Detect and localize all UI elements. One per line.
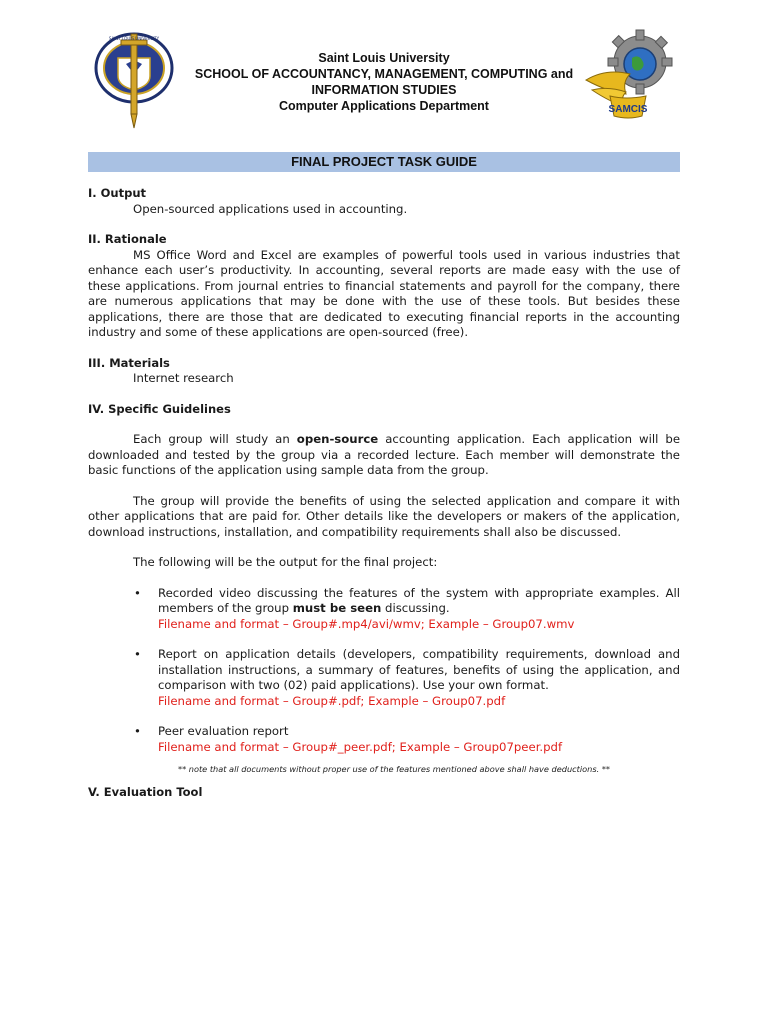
filename-format-note: Filename and format – Group#.mp4/avi/wmv; Example – Group07.wmv bbox=[158, 616, 575, 631]
department-name: Computer Applications Department bbox=[279, 99, 489, 113]
list-item: • Peer evaluation report Filename and format – Group#_peer.pdf; Example – Group07peer.pdf bbox=[134, 724, 563, 754]
bullet-icon: • bbox=[134, 585, 141, 600]
samcis-logo bbox=[580, 26, 678, 130]
open-source-emphasis: open-source bbox=[296, 432, 379, 446]
section-heading-evaluation: V. Evaluation Tool bbox=[88, 785, 203, 799]
list-item: • Recorded video discussing the features of the system with appropriate examples. All members of the group must be seen discussing. Filename and format – Group#.mp4/avi/wmv; Example – Group07.wmv bbox=[134, 585, 680, 631]
filename-format-note: Filename and format – Group#_peer.pdf; Example – Group07peer.pdf bbox=[158, 739, 563, 754]
guidelines-paragraph-1: Each group will study an open-source accounting application. Each application will be downloaded and tested by the group via a recorded lecture. Each member will demonstrate the basic functions of the application using sample data from the group. bbox=[88, 432, 681, 477]
svg-text:SAMCIS: SAMCIS bbox=[608, 104, 648, 115]
output-text: Open-sourced applications used in accounting. bbox=[133, 201, 408, 216]
university-name: Saint Louis University bbox=[318, 51, 450, 65]
document-body bbox=[88, 186, 680, 801]
bullet-icon: • bbox=[134, 647, 141, 661]
guidelines-paragraph-2: The group will provide the benefits of using the selected application and compare it with other applications that are paid for. Other details like the developers or makers of the application, download instructions, installation, and compatibility requirements shall also be discussed. bbox=[88, 493, 680, 539]
school-name-line2: INFORMATION STUDIES bbox=[311, 83, 457, 97]
output-list bbox=[88, 586, 680, 756]
bullet-icon: • bbox=[134, 724, 141, 738]
section-heading-materials: III. Materials bbox=[88, 355, 170, 370]
header-text bbox=[150, 50, 618, 114]
list-item: • Report on application details (developers, compatibility requirements, download and installation instructions, a summary of features, benefits of using the application, and comparison with two (02) paid applications). Use your own format. Filename and format – Group#.pdf; Example – Group07.pdf bbox=[134, 647, 680, 708]
school-name-line1: SCHOOL OF ACCOUNTANCY, MANAGEMENT, COMPUTING and bbox=[194, 67, 574, 81]
section-heading-rationale: II. Rationale bbox=[88, 232, 167, 246]
rationale-paragraph: MS Office Word and Excel are examples of powerful tools used in various industries that enhance each user’s productivity. In accounting, several reports are made easy with the use of these applications. From journal entries to financial statements and payroll for the company, there are numerous applications that may be done with the use of these tools. But besides these applications, there are those that are dedicated to executing financial reports in the accounting industry and some of these applications are open-sourced (free). bbox=[88, 247, 680, 339]
materials-text: Internet research bbox=[133, 371, 234, 385]
section-heading-output: I. Output bbox=[88, 186, 147, 200]
deductions-note: ** note that all documents without proper use of the features mentioned above shall have deductions. ** bbox=[177, 764, 611, 774]
section-heading-guidelines: IV. Specific Guidelines bbox=[88, 401, 231, 416]
document-title: FINAL PROJECT TASK GUIDE bbox=[88, 152, 680, 172]
guidelines-paragraph-3: The following will be the output for the final project: bbox=[133, 555, 438, 569]
svg-text:SAINT LOUIS UNIVERSITY: SAINT LOUIS UNIVERSITY bbox=[108, 36, 160, 41]
filename-format-note: Filename and format – Group#.pdf; Example – Group07.pdf bbox=[158, 693, 506, 708]
